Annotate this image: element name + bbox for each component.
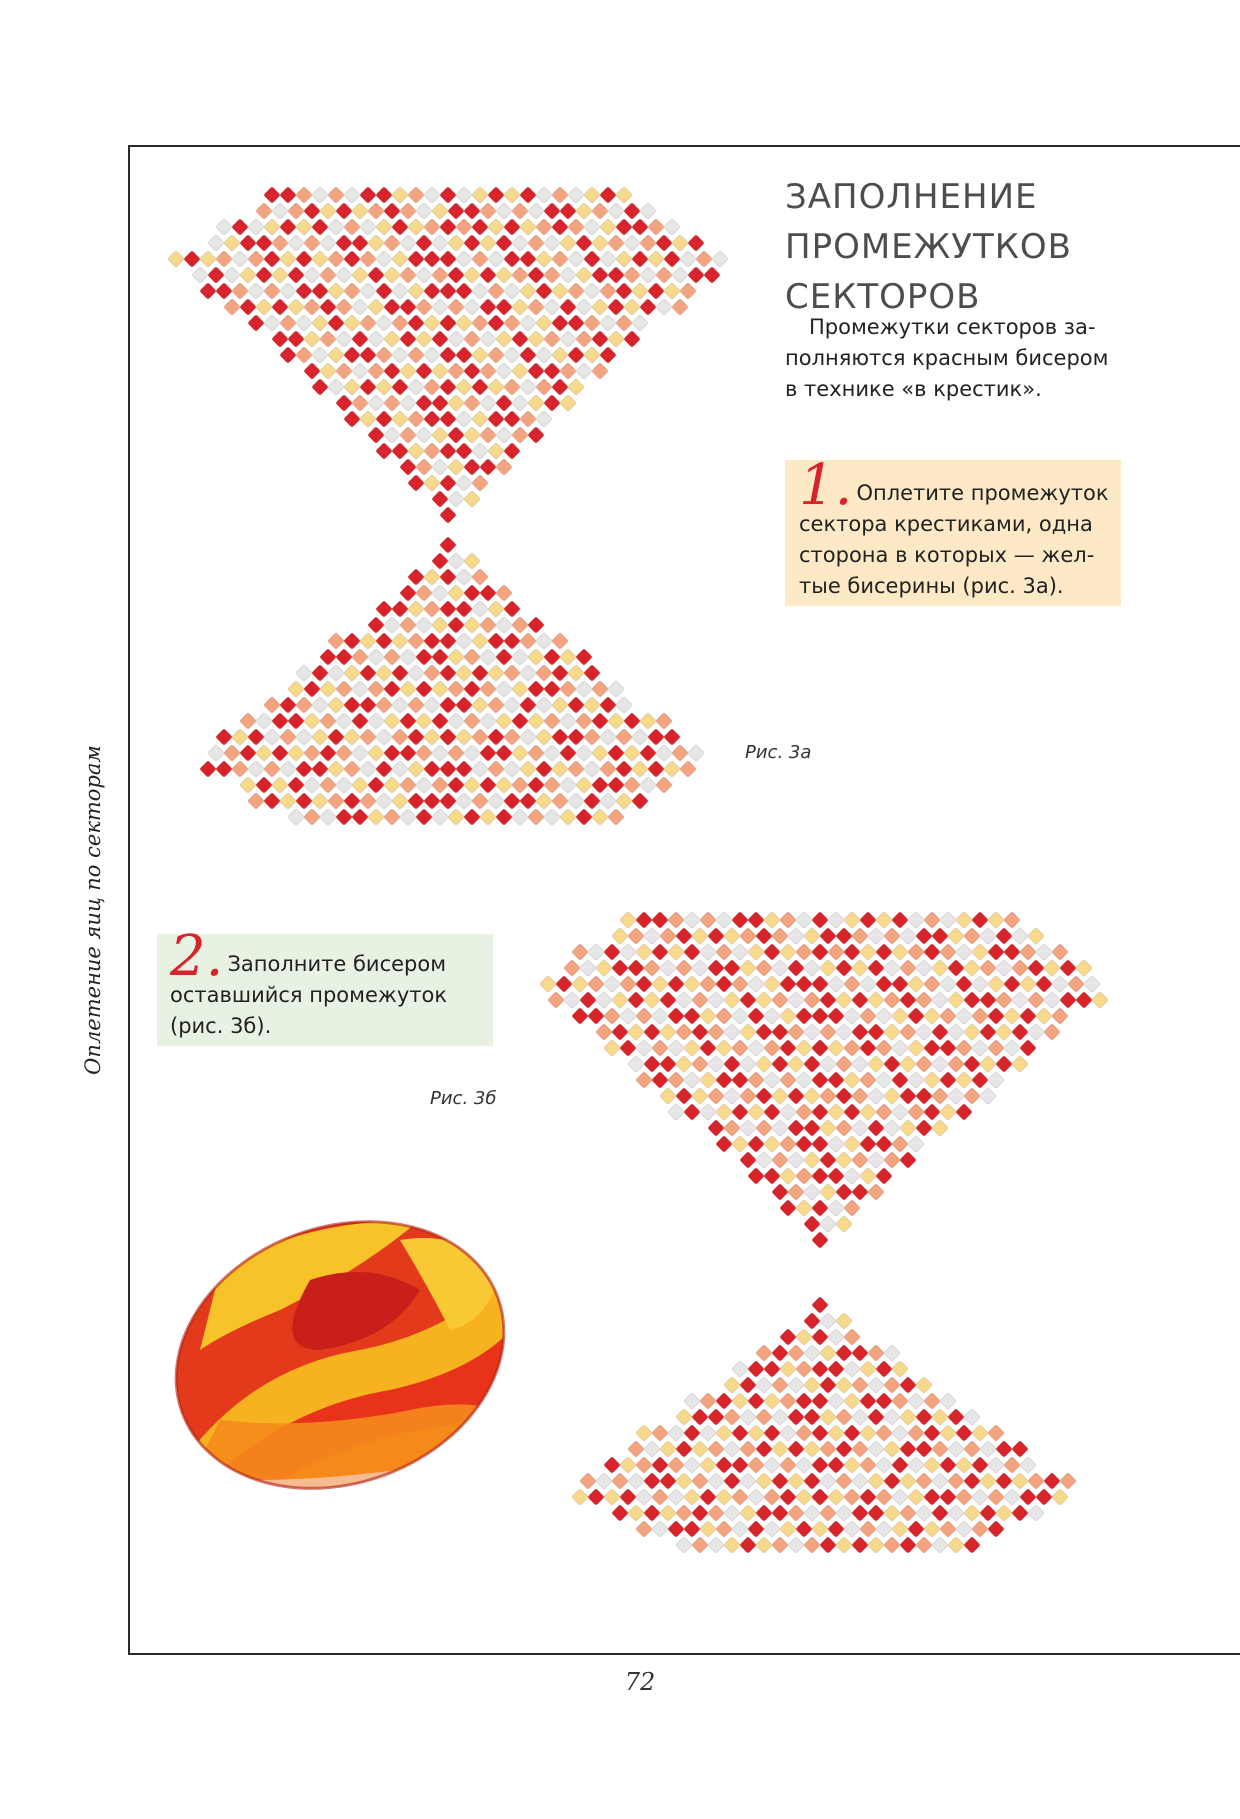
step-2-line: оставшийся промежуток — [170, 983, 448, 1007]
step-1-number: 1. — [799, 453, 853, 518]
figure-3a-caption: Рис. 3а — [745, 742, 812, 763]
step-1-line: Оплетите промежуток — [856, 481, 1109, 505]
step-2-first-line — [170, 924, 479, 989]
step-2-line: (рис. 3б). — [170, 1014, 272, 1038]
title-line: СЕКТОРОВ — [785, 277, 981, 317]
section-title — [785, 172, 1205, 322]
beaded-egg-photo — [160, 1180, 520, 1540]
intro-line: полняются красным бисером — [785, 346, 1109, 370]
title-line: ПРОМЕЖУТКОВ — [785, 227, 1072, 267]
step-1-line: тые бисерины (рис. 3а). — [799, 574, 1064, 598]
page-number: 72 — [624, 1668, 656, 1696]
step-2-number: 2. — [170, 924, 224, 989]
intro-text — [785, 312, 1115, 405]
step-1-note — [785, 453, 1121, 606]
side-caption: Оплетение яиц по секторам — [81, 745, 105, 1075]
step-2-line: Заполните бисером — [227, 952, 447, 976]
step-1-first-line — [799, 453, 1109, 518]
step-2-note — [157, 924, 493, 1046]
title-line: ЗАПОЛНЕНИЕ — [785, 177, 1038, 217]
figure-3b-caption: Рис. 3б — [430, 1088, 497, 1109]
beaded-egg-icon — [160, 1180, 520, 1540]
intro-line: Промежутки секторов за- — [809, 315, 1096, 339]
intro-line: в технике «в крестик». — [785, 377, 1042, 401]
step-1-line: сторона в которых — жел- — [799, 543, 1095, 567]
step-1-line: сектора крестиками, одна — [799, 512, 1093, 536]
